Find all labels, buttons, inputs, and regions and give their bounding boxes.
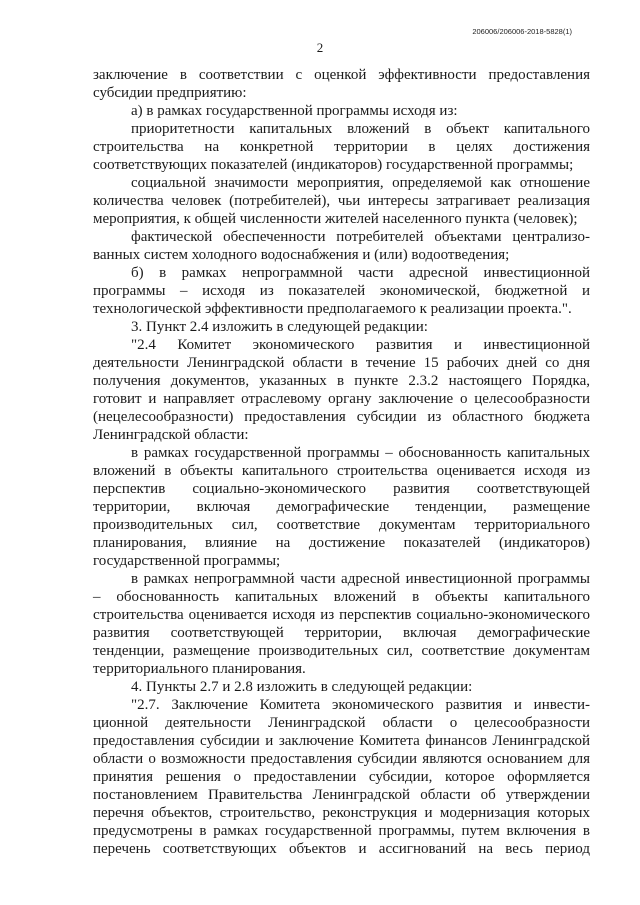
paragraph: заключение в соответствии с оценкой эффективности предоставления субсидии предприятию:: [93, 67, 590, 101]
document-id: 206006/206006-2018-5828(1): [472, 27, 572, 36]
paragraph: социальной значимости мероприятия, определяемой как отношение количества человек (потребителей), чьи интересы затрагивает реализация мероприятия, к общей численности жителей населенного пункта (человек);: [93, 175, 590, 227]
page-number: 2: [316, 40, 324, 55]
paragraph: "2.4 Комитет экономического развития и инвестиционной деятельности Ленинградской области в течение 15 рабочих дней со дня получения документов, указанных в пункте 2.3.2 настоящего Порядка, готовит и направляет отраслевому органу заключение о целесообразности (нецелесообразности) предоставления субсидии из областного бюджета Ленинградской области:: [93, 337, 590, 443]
paragraph: в рамках непрограммной части адресной инвестиционной программы – обоснованность капитальных вложений в объекты капитального строительства оценивается исходя из перспектив социально-экономического развития соответствующей территории, включая демографические тенденции, размещение производительных сил, соответствие документам территориального планирования.: [93, 571, 590, 677]
paragraph: а) в рамках государственной программы исходя из:: [131, 103, 458, 119]
paragraph: в рамках государственной программы – обоснованность капитальных вложений в объекты капитального строительства оценивается исходя из перспектив социально-экономического развития соответствующей территории, включая демографические тенденции, размещение производительных сил, соответствие документам территориального планирования, влияние на достижение показателей (индикаторов) государственной программы;: [93, 445, 590, 569]
paragraph: фактической обеспеченности потребителей объектами централизованных систем холодного водоснабжения и (или) водоотведения;: [93, 229, 590, 263]
paragraph: б) в рамках непрограммной части адресной инвестиционной программы – исходя из показателей экономической, бюджетной и технологической эффективности предполагаемого к реализации проекта.".: [93, 265, 590, 317]
document-body: [93, 66, 590, 858]
paragraph: приоритетности капитальных вложений в объект капитального строительства на конкретной территории в целях достижения соответствующих показателей (индикаторов) государственной программы;: [93, 121, 590, 173]
paragraph: 4. Пункты 2.7 и 2.8 изложить в следующей редакции:: [131, 679, 473, 695]
paragraph: "2.7. Заключение Комитета экономического развития и инвестиционной деятельности Ленинградской области о целесообразности предоставления субсидии и заключение Комитета финансов Ленинградской области о возможности предоставления субсидии являются основанием для принятия решения о предоставлении субсидии, которое оформляется постановлением Правительства Ленинградской области об утверждении перечня объектов, строительство, реконструкция и модернизация которых предусмотрены в рамках государственной программы, путем включения в перечень соответствующих объектов и ассигнований на весь период: [93, 697, 590, 857]
paragraph: 3. Пункт 2.4 изложить в следующей редакции:: [131, 319, 428, 335]
